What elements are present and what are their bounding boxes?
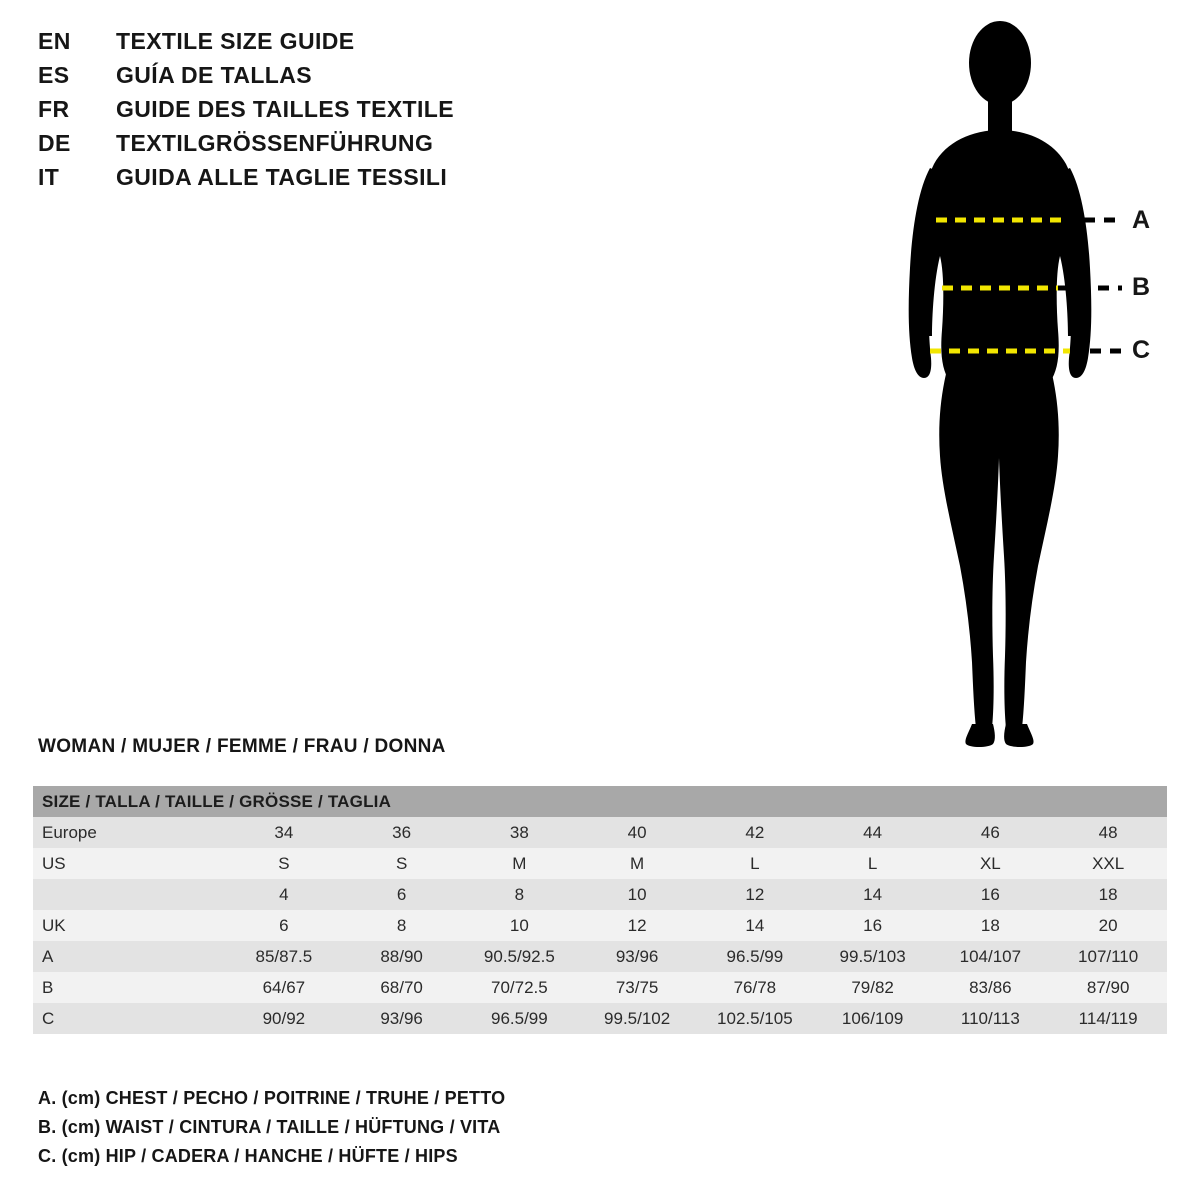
cell-b-8: 87/90 (1049, 972, 1167, 1003)
row-label-us: US (33, 848, 225, 879)
cell-b-1: 64/67 (225, 972, 343, 1003)
title-text-es: GUÍA DE TALLAS (116, 62, 312, 88)
cell-b-5: 76/78 (696, 972, 814, 1003)
table-row (33, 879, 1167, 910)
cell-us-6: L (814, 848, 932, 879)
table-row (33, 941, 1167, 972)
language-code-fr: FR (38, 96, 70, 122)
cell-b-4: 73/75 (578, 972, 696, 1003)
cell-europe-6: 44 (814, 817, 932, 848)
cell-europe-2: 36 (343, 817, 461, 848)
table-row (33, 1003, 1167, 1034)
measurement-legend (38, 1088, 798, 1175)
row-label-c: C (33, 1003, 225, 1034)
cell-a-6: 99.5/103 (814, 941, 932, 972)
cell-c-8: 114/119 (1049, 1003, 1167, 1034)
language-code-de: DE (38, 130, 71, 156)
table-row (33, 817, 1167, 848)
cell-us-8: XXL (1049, 848, 1167, 879)
cell-usnum-2: 6 (343, 879, 461, 910)
legend-line-c: C. (cm) HIP / CADERA / HANCHE / HÜFTE / HIPS (38, 1146, 458, 1166)
title-row-it (38, 164, 598, 198)
legend-line-b: B. (cm) WAIST / CINTURA / TAILLE / HÜFTUNG / VITA (38, 1117, 501, 1137)
cell-usnum-8: 18 (1049, 879, 1167, 910)
measurement-figure (860, 18, 1190, 758)
cell-a-3: 90.5/92.5 (461, 941, 579, 972)
title-text-en: TEXTILE SIZE GUIDE (116, 28, 355, 54)
table-row (33, 910, 1167, 941)
title-text-de: TEXTILGRÖSSENFÜHRUNG (116, 130, 434, 156)
row-label-europe: Europe (33, 817, 225, 848)
cell-us-2: S (343, 848, 461, 879)
cell-uk-4: 12 (578, 910, 696, 941)
title-block (38, 28, 598, 198)
cell-europe-1: 34 (225, 817, 343, 848)
title-text-it: GUIDA ALLE TAGLIE TESSILI (116, 164, 448, 190)
cell-us-1: S (225, 848, 343, 879)
cell-usnum-3: 8 (461, 879, 579, 910)
cell-c-1: 90/92 (225, 1003, 343, 1034)
row-label-uk: UK (33, 910, 225, 941)
language-code-es: ES (38, 62, 70, 88)
cell-a-5: 96.5/99 (696, 941, 814, 972)
cell-usnum-1: 4 (225, 879, 343, 910)
cell-us-4: M (578, 848, 696, 879)
cell-europe-5: 42 (696, 817, 814, 848)
row-label-b: B (33, 972, 225, 1003)
section-heading-woman: WOMAN / MUJER / FEMME / FRAU / DONNA (38, 736, 446, 757)
cell-a-7: 104/107 (932, 941, 1050, 972)
cell-b-2: 68/70 (343, 972, 461, 1003)
measure-label-a: A (1132, 206, 1151, 234)
cell-us-3: M (461, 848, 579, 879)
cell-b-6: 79/82 (814, 972, 932, 1003)
cell-uk-8: 20 (1049, 910, 1167, 941)
title-row-de (38, 130, 598, 164)
cell-b-7: 83/86 (932, 972, 1050, 1003)
table-row (33, 972, 1167, 1003)
cell-c-2: 93/96 (343, 1003, 461, 1034)
cell-us-7: XL (932, 848, 1050, 879)
cell-uk-1: 6 (225, 910, 343, 941)
legend-line-a: A. (cm) CHEST / PECHO / POITRINE / TRUHE / PETTO (38, 1088, 506, 1108)
cell-europe-8: 48 (1049, 817, 1167, 848)
cell-europe-3: 38 (461, 817, 579, 848)
cell-a-1: 85/87.5 (225, 941, 343, 972)
table-row (33, 848, 1167, 879)
cell-europe-4: 40 (578, 817, 696, 848)
title-text-fr: GUIDE DES TAILLES TEXTILE (116, 96, 454, 122)
row-label-us-numeric (33, 879, 225, 910)
cell-a-4: 93/96 (578, 941, 696, 972)
cell-a-2: 88/90 (343, 941, 461, 972)
cell-c-4: 99.5/102 (578, 1003, 696, 1034)
cell-usnum-7: 16 (932, 879, 1050, 910)
cell-usnum-4: 10 (578, 879, 696, 910)
cell-usnum-5: 12 (696, 879, 814, 910)
cell-b-3: 70/72.5 (461, 972, 579, 1003)
cell-uk-5: 14 (696, 910, 814, 941)
cell-usnum-6: 14 (814, 879, 932, 910)
cell-c-5: 102.5/105 (696, 1003, 814, 1034)
woman-silhouette-icon (860, 18, 1190, 758)
table-header-row (33, 786, 1167, 817)
measure-label-b: B (1132, 273, 1151, 301)
cell-c-3: 96.5/99 (461, 1003, 579, 1034)
cell-uk-7: 18 (932, 910, 1050, 941)
measure-label-c: C (1132, 336, 1151, 364)
language-code-it: IT (38, 164, 60, 190)
cell-a-8: 107/110 (1049, 941, 1167, 972)
cell-us-5: L (696, 848, 814, 879)
cell-c-6: 106/109 (814, 1003, 932, 1034)
title-row-en (38, 28, 598, 62)
cell-uk-3: 10 (461, 910, 579, 941)
title-row-es (38, 62, 598, 96)
table-header-label: SIZE / TALLA / TAILLE / GRÖSSE / TAGLIA (33, 786, 1167, 817)
cell-c-7: 110/113 (932, 1003, 1050, 1034)
size-table (33, 786, 1167, 1034)
cell-europe-7: 46 (932, 817, 1050, 848)
title-row-fr (38, 96, 598, 130)
cell-uk-2: 8 (343, 910, 461, 941)
row-label-a: A (33, 941, 225, 972)
cell-uk-6: 16 (814, 910, 932, 941)
language-code-en: EN (38, 28, 71, 54)
